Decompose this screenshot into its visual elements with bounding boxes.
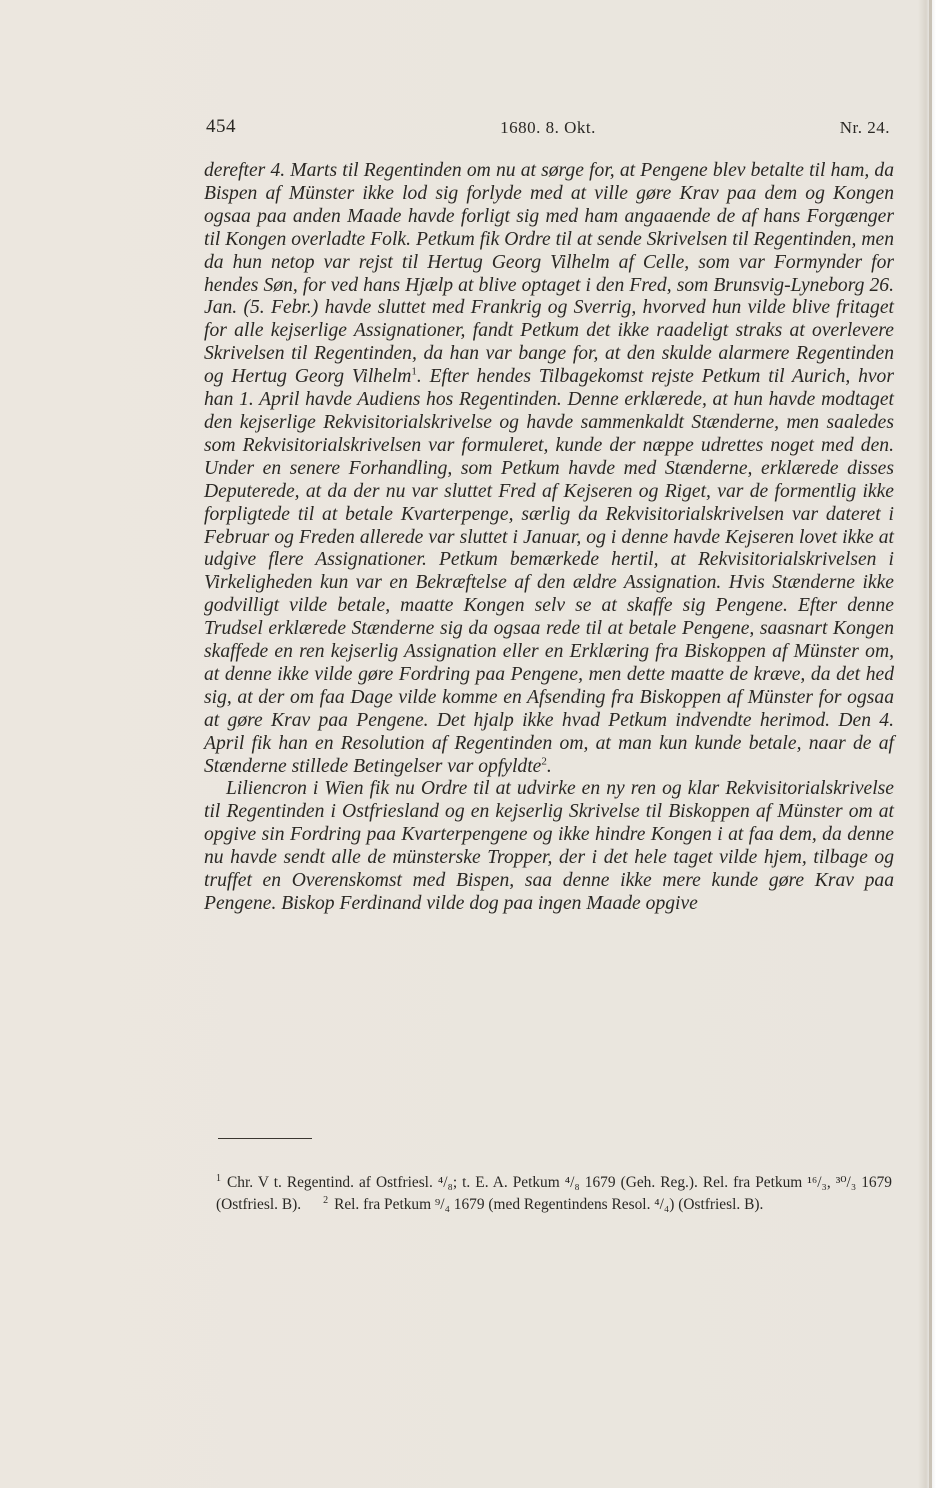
page-number: 454 [206,116,236,137]
running-header [206,116,890,144]
footnote-block [216,1172,892,1216]
paragraph-1-continuation: . Efter hendes Tilbagekomst rejste Petkum til Aurich, hvor han 1. April havde Audiens hos Regentinden. Denne erklærede, at hun havde modtaget den kejserlige Rekvisitorialskrivelse og havde sammenkaldt Stænderne, men saaledes som Rekvisitorialskrivelsen var formuleret, kunde der næppe udrettes noget med den. Under en senere Forhandling, som Petkum havde med Stænderne, erklærede disses Deputerede, at da der nu var sluttet Fred af Kejseren og Riget, var de formentlig ikke forpligtede til at betale Kvarterpenge, særlig da Rekvisitorialskrivelsen var dateret i Februar og Freden allerede var sluttet i Januar, og i denne havde Kejseren lovet ikke at udgive flere Assignationer. Petkum bemærkede hertil, at Rekvisitorialskrivelsen i Virkeligheden kun var en Bekræftelse af den ældre Assignation. Hvis Stænderne ikke godvilligt vilde betale, maatte Kongen selv se at skaffe sig Pengene. Efter denne Trudsel erklærede Stænderne sig da ogsaa rede til at betale Pengene, saasnart Kongen skaffede en ren kejserlig Assignation eller en Erklæring fra Biskoppen af Münster om, at denne ikke vilde gøre Fordring paa Pengene, men dette maatte de kræve, da det hed sig, at der om faa Dage vilde komme en Afsending fra Biskoppen af Münster for ogsaa at gøre Krav paa Pengene. Det hjalp ikke hvad Petkum indvendte herimod. Den 4. April fik han en Resolution af Regentinden om, at man kun kunde betale, naar de af Stænderne stillede Betingelser var opfyldte [204,366,894,777]
main-text [204,160,894,916]
paragraph-2: Liliencron i Wien fik nu Ordre til at udvirke en ny ren og klar Rekvisitorialskrivelse til Regentinden i Ostfriesland og en kejserlig Skrivelse til Biskoppen af Münster om at opgive sin Fordring paa Kvarterpengene og ikke hindre Kongen i at faa dem, da denne nu havde sendt alle de münsterske Tropper, der i det hele taget vilde hjem, tilbage og truffet en Overenskomst med Bispen, saa denne ikke mere kunde gøre Krav paa Pengene. Biskop Ferdinand vilde dog paa ingen Maade opgive [204,778,894,914]
paragraph-1 [204,160,894,778]
footnote-2-text: Rel. fra Petkum ⁹/₄ 1679 (med Regentindens Resol. ⁴/₄) (Ostfriesl. B). [334,1196,764,1213]
footnote-2-mark: 2 [323,1194,329,1206]
footnote-ref-1: 1 [411,365,417,378]
footnote-ref-2: 2 [541,755,547,768]
footnote-divider [218,1138,312,1139]
paragraph-1-end: . [546,755,552,777]
footnote-1-text: Chr. V t. Regentind. af Ostfriesl. ⁴/₈; t. E. A. Petkum ⁴/₈ 1679 (Geh. Reg.). Rel. fra Petkum ¹⁶/₃, ³⁰/₃ 1679 (Ostfriesl. B). [216,1174,892,1213]
header-date: 1680. 8. Okt. [500,118,596,137]
footnotes [216,1172,892,1216]
footnote-1-mark: 1 [216,1172,221,1184]
page-edge [929,0,932,1488]
paragraph-1-text: derefter 4. Marts til Regentinden om nu at sørge for, at Pengene blev betalte til ham, da Bispen af Münster ikke lod sig forlyde med at ville gøre Krav paa dem og Kongen ogsaa paa anden Maade havde forligt sig med ham angaaende de af hans Forgænger til Kongen overladte Folk. Petkum fik Ordre til at sende Skrivelsen til Regentinden, men da hun netop var rejst til Hertug Georg Vilhelm af Celle, som var Formynder for hendes Søn, for ved hans Hjælp at blive optaget i den Fred, som Brunsvig-Lyneborg 26. Jan. (5. Febr.) havde sluttet med Frankrig og Sverrig, hvorved hun vilde blive fritaget for alle kejserlige Assignationer, fandt Petkum det ikke raadeligt straks at overlevere Skrivelsen til Regentinden, da han var bange for, at den skulde alarmere Regentinden og Hertug Georg Vilhelm [204,160,894,388]
document-number: Nr. 24. [839,118,890,137]
